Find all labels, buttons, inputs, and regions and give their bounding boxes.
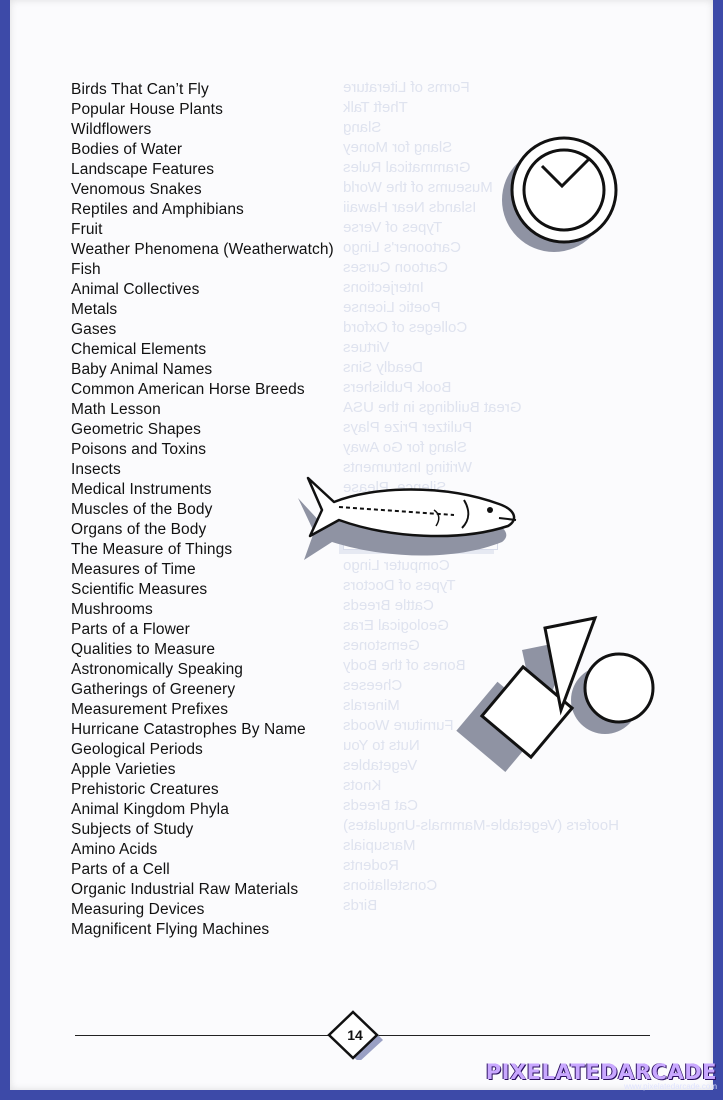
page-number-badge: [325, 1010, 385, 1060]
list-item: Reptiles and Amphibians: [71, 201, 244, 218]
list-item: Qualities to Measure: [71, 641, 216, 658]
list-item: Parts of a Cell: [71, 861, 170, 878]
list-item: Measures of Time: [71, 561, 196, 578]
list-item: Subjects of Study: [71, 821, 194, 838]
list-item: Fish: [71, 261, 101, 278]
list-item: Organs of the Body: [71, 521, 207, 538]
list-item: Hurricane Catastrophes By Name: [71, 721, 306, 738]
list-item: Prehistoric Creatures: [71, 781, 219, 798]
list-item: Poisons and Toxins: [71, 441, 207, 458]
list-item: Metals: [71, 301, 118, 318]
list-item: Chemical Elements: [71, 341, 207, 358]
list-item: Popular House Plants: [71, 101, 223, 118]
list-item: Gases: [71, 321, 117, 338]
watermark-url: www.pixelatedarcade.com: [624, 1082, 717, 1091]
list-item: Magnificent Flying Machines: [71, 921, 270, 938]
list-item: Insects: [71, 461, 121, 478]
list-item: Mushrooms: [71, 601, 153, 618]
bleed-through-text: Forms of Literature Theft Talk Slang Slang for Money Grammatical Rules Museums of the World Islands Near Hawaii Types of Verse Cartooner's Lingo Cartoon Curses Interjections Poetic License Colleges of Oxford Virtues Deadly Sins Book Publishers Great Buildings in the USA Pulitzer Prize Plays Slang for Go Away Writing Instruments Silence, Please Computer Lingo Types of Doctors Cattle Breeds Geological Eras Gemstones Bones of the Body Cheeses Minerals Furniture Woods Nuts to You Vegetables Knots Cat Breeds Hoofers (Vegetable-Mammals-Ungulates) Marsupials Rodents Constellations Birds: [343, 79, 619, 914]
list-item: Math Lesson: [71, 401, 161, 418]
page-number: 14: [347, 1027, 363, 1043]
clock-icon: [496, 128, 626, 268]
list-item: Wildflowers: [71, 121, 152, 138]
list-item: Venomous Snakes: [71, 181, 202, 198]
list-item: Fruit: [71, 221, 103, 238]
booklet-page: [10, 0, 713, 1090]
list-item: Amino Acids: [71, 841, 158, 858]
list-item: Apple Varieties: [71, 761, 176, 778]
list-item: Muscles of the Body: [71, 501, 213, 518]
geometric-shapes-icon: [455, 610, 670, 800]
list-item: Gatherings of Greenery: [71, 681, 236, 698]
list-item: Common American Horse Breeds: [71, 381, 305, 398]
list-item: Birds That Can’t Fly: [71, 81, 209, 98]
list-item: Parts of a Flower: [71, 621, 190, 638]
fish-icon: [294, 470, 524, 570]
list-item: Organic Industrial Raw Materials: [71, 881, 299, 898]
list-item: Geometric Shapes: [71, 421, 201, 438]
list-item: Medical Instruments: [71, 481, 212, 498]
list-item: The Measure of Things: [71, 541, 233, 558]
list-item: Animal Kingdom Phyla: [71, 801, 229, 818]
list-item: Scientific Measures: [71, 581, 208, 598]
watermark: [486, 1060, 717, 1091]
list-item: Animal Collectives: [71, 281, 200, 298]
watermark-brand: PIXELATEDARCADE: [485, 1060, 717, 1084]
list-item: Measurement Prefixes: [71, 701, 229, 718]
list-item: Geological Periods: [71, 741, 203, 758]
list-item: Bodies of Water: [71, 141, 183, 158]
list-item: Baby Animal Names: [71, 361, 213, 378]
list-item: Landscape Features: [71, 161, 215, 178]
list-item: Weather Phenomena (Weatherwatch): [71, 241, 334, 258]
list-item: Measuring Devices: [71, 901, 205, 918]
list-item: Astronomically Speaking: [71, 661, 244, 678]
